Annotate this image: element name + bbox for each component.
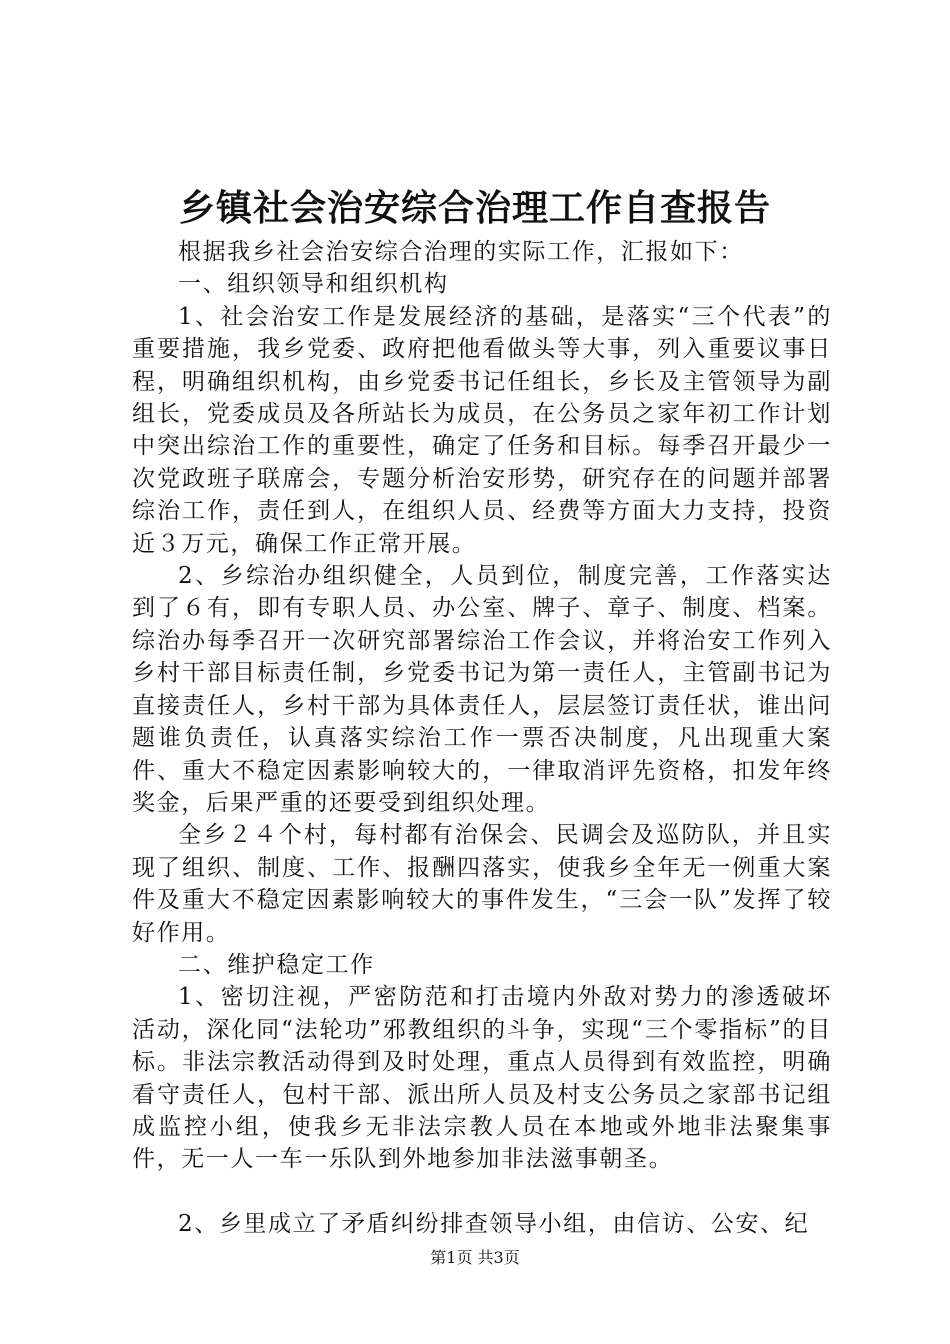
paragraph-1-3: 全乡２４个村，每村都有治保会、民调会及巡防队，并且实现了组织、制度、工作、报酬四落实，使我乡全年无一例重大案件及重大不稳定因素影响较大的事件发生，“三会一队”发挥了较好作用。: [132, 822, 832, 946]
paragraph-intro: 根据我乡社会治安综合治理的实际工作，汇报如下：: [178, 239, 744, 265]
paragraph-2-2: 2、乡里成立了矛盾纠纷排查领导小组，由信访、公安、纪: [178, 1210, 810, 1237]
section-heading-1: 一、组织领导和组织机构: [178, 271, 449, 298]
document-body: [132, 236, 832, 1240]
document-title: 乡镇社会治安综合治理工作自查报告: [178, 187, 771, 229]
page-number-footer: 第1页 共3页: [430, 1248, 520, 1267]
paragraph-1-1: 1、社会治安工作是发展经济的基础，是落实“三个代表”的重要措施，我乡党委、政府把他看做头等大事，列入重要议事日程，明确组织机构，由乡党委书记任组长，乡长及主管领导为副组长，党委成员及各所站长为成员，在公务员之家年初工作计划中突出综治工作的重要性，确定了任务和目标。每季召开最少一次党政班子联席会，专题分析治安形势，研究存在的问题并部署综治工作，责任到人，在组织人员、经费等方面大力支持，投资近３万元，确保工作正常开展。: [132, 303, 832, 557]
paragraph-1-2: 2、乡综治办组织健全，人员到位，制度完善，工作落实达到了６有，即有专职人员、办公室、牌子、章子、制度、档案。综治办每季召开一次研究部署综治工作会议，并将治安工作列入乡村干部目标责任制，乡党委书记为第一责任人，主管副书记为直接责任人，乡村干部为具体责任人，层层签订责任状，谁出问题谁负责任，认真落实综治工作一票否决制度，凡出现重大案件、重大不稳定因素影响较大的，一律取消评先资格，扣发年终奖金，后果严重的还要受到组织处理。: [132, 563, 832, 816]
section-heading-2: 二、维护稳定工作: [178, 951, 375, 978]
paragraph-2-1: 1、密切注视，严密防范和打击境内外敌对势力的渗透破坏活动，深化同“法轮功”邪教组织的斗争，实现“三个零指标”的目标。非法宗教活动得到及时处理，重点人员得到有效监控，明确看守责任人，包村干部、派出所人员及村支公务员之家部书记组成监控小组，使我乡无非法宗教人员在本地或外地非法聚集事件，无一人一车一乐队到外地参加非法滋事朝圣。: [132, 984, 832, 1173]
